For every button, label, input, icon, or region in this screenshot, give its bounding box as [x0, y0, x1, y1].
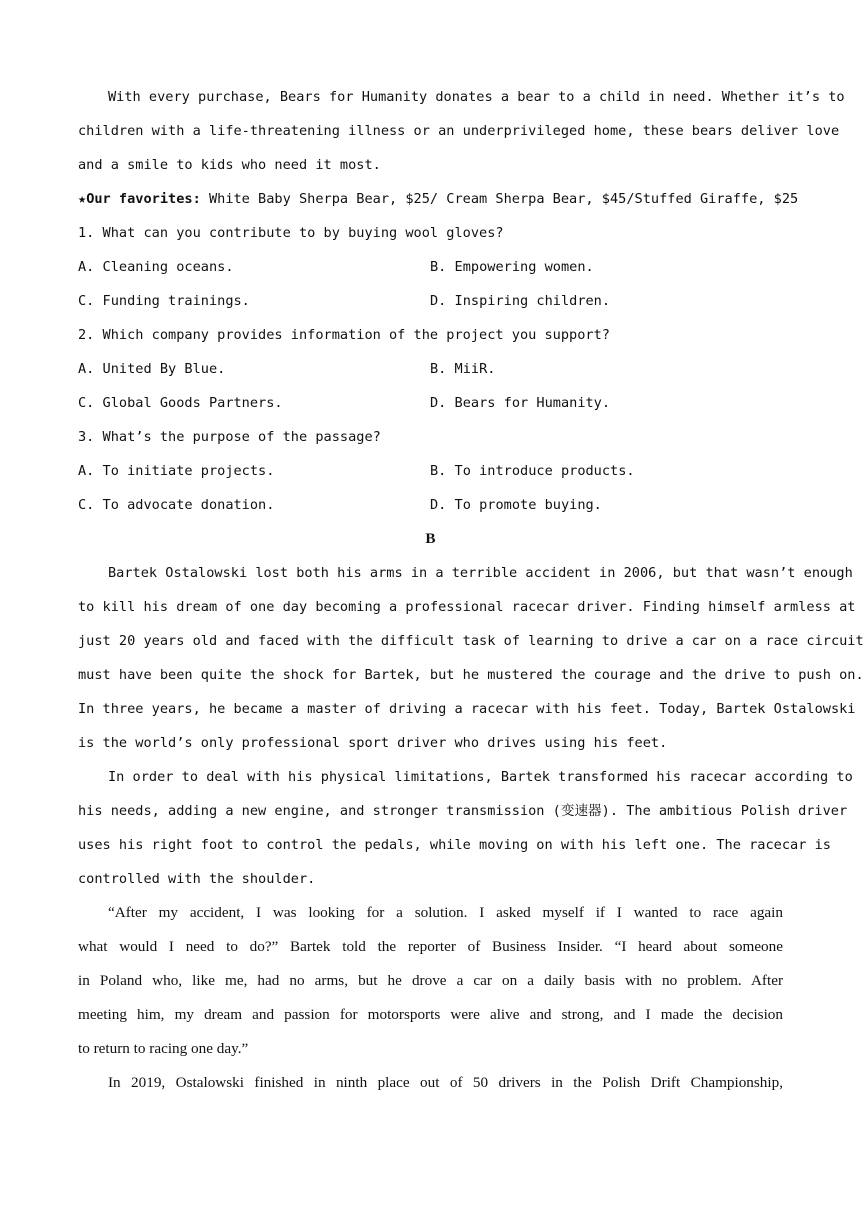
- option-d: D. To promote buying.: [430, 497, 602, 513]
- paragraph-line: In order to deal with his physical limitations, Bartek transformed his racecar according to: [108, 769, 853, 785]
- section-b-paragraph-2: [78, 760, 853, 896]
- option-c: C. To advocate donation.: [78, 497, 275, 513]
- option-d: D. Bears for Humanity.: [430, 395, 611, 411]
- paragraph-line: to kill his dream of one day becoming a professional racecar driver. Finding himself armless at: [78, 599, 856, 615]
- question-3: [78, 420, 783, 522]
- paragraph-line: uses his right foot to control the pedals, while moving on with his left one. The racecar is: [78, 837, 831, 853]
- option-c: C. Funding trainings.: [78, 293, 250, 309]
- section-title: B: [425, 530, 436, 547]
- paragraph-line: controlled with the shoulder.: [78, 871, 316, 887]
- paragraph-line: In 2019, Ostalowski finished in ninth place out of 50 drivers in the Polish Drift Championship,: [108, 1074, 783, 1091]
- paragraph-line: With every purchase, Bears for Humanity donates a bear to a child in need. Whether it’s to: [108, 89, 845, 105]
- paragraph-line: is the world’s only professional sport driver who drives using his feet.: [78, 735, 668, 751]
- paragraph-line: must have been quite the shock for Bartek, but he mustered the courage and the drive to push on.: [78, 667, 864, 683]
- option-a: A. United By Blue.: [78, 361, 226, 377]
- document-page: [78, 80, 864, 1100]
- options-row: [78, 250, 783, 284]
- paragraph-line: just 20 years old and faced with the difficult task of learning to drive a car on a race circuit: [78, 633, 864, 649]
- paragraph-line: In three years, he became a master of driving a racecar with his feet. Today, Bartek Ostalowski: [78, 701, 856, 717]
- paragraph-line: to return to racing one day.”: [78, 1040, 249, 1057]
- favorites-line: [78, 182, 799, 216]
- question-stem: 1. What can you contribute to by buying wool gloves?: [78, 225, 504, 241]
- paragraph-line: Bartek Ostalowski lost both his arms in a terrible accident in 2006, but that wasn’t enough: [108, 565, 853, 581]
- question-1: [78, 216, 783, 318]
- option-c: C. Global Goods Partners.: [78, 395, 283, 411]
- question-stem: 2. Which company provides information of the project you support?: [78, 327, 610, 343]
- bears-paragraph: [78, 80, 845, 182]
- options-row: [78, 284, 783, 318]
- paragraph-line: children with a life-threatening illness or an underprivileged home, these bears deliver love: [78, 123, 840, 139]
- question-stem: 3. What’s the purpose of the passage?: [78, 429, 381, 445]
- options-row: [78, 454, 783, 488]
- option-d: D. Inspiring children.: [430, 293, 611, 309]
- option-a: A. To initiate projects.: [78, 463, 275, 479]
- section-b-paragraph-4: [78, 1066, 783, 1100]
- options-row: [78, 488, 783, 522]
- question-2: [78, 318, 783, 420]
- paragraph-line: his needs, adding a new engine, and stronger transmission (变速器). The ambitious Polish driver: [78, 803, 848, 819]
- paragraph-line: meeting him, my dream and passion for motorsports were alive and strong, and I made the decision: [78, 1006, 783, 1023]
- favorites-text: White Baby Sherpa Bear, $25/ Cream Sherpa Bear, $45/Stuffed Giraffe, $25: [200, 191, 799, 207]
- option-a: A. Cleaning oceans.: [78, 259, 234, 275]
- favorites-label: Our favorites:: [86, 191, 201, 207]
- paragraph-line: and a smile to kids who need it most.: [78, 157, 381, 173]
- section-b-paragraph-1: [78, 556, 864, 760]
- section-b-paragraph-3: [78, 896, 783, 1066]
- option-b: B. To introduce products.: [430, 463, 635, 479]
- paragraph-line: “After my accident, I was looking for a solution. I asked myself if I wanted to race again: [108, 904, 783, 921]
- star-icon: ★: [78, 191, 87, 207]
- paragraph-line: in Poland who, like me, had no arms, but he drove a car on a daily basis with no problem. After: [78, 972, 783, 989]
- options-row: [78, 386, 783, 420]
- option-b: B. Empowering women.: [430, 259, 594, 275]
- paragraph-line: what would I need to do?” Bartek told the reporter of Business Insider. “I heard about someone: [78, 938, 783, 955]
- options-row: [78, 352, 783, 386]
- option-b: B. MiiR.: [430, 361, 496, 377]
